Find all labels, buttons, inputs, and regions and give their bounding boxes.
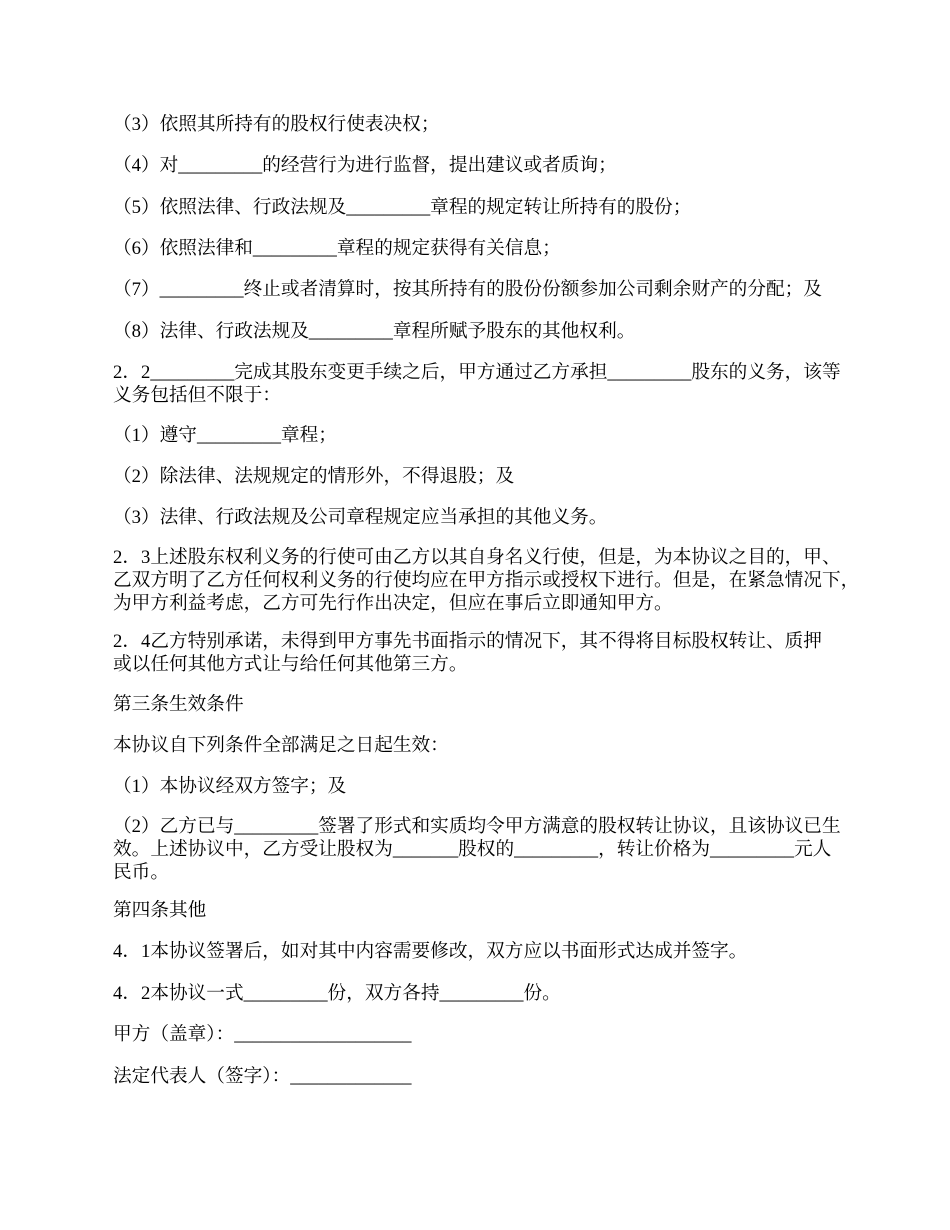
paragraph-line: 或以任何其他方式让与给任何其他第三方。: [113, 654, 468, 675]
clause-2-2: [113, 361, 841, 407]
paragraph-line: （1）遵守_________章程；: [113, 425, 337, 446]
paragraph-line: （8）法律、行政法规及_________章程所赋予股东的其他权利。: [113, 321, 636, 342]
party-a-seal-line: [113, 1023, 412, 1046]
obligation-2: [113, 465, 514, 488]
obligation-3: [113, 506, 607, 529]
legal-representative-signature-line: [113, 1065, 412, 1088]
article-4-heading: [113, 899, 206, 922]
paragraph-line: （7）_________终止或者清算时，按其所持有的股份份额参加公司剩余财产的分配；及: [113, 279, 822, 300]
section-heading: 第四条其他: [113, 900, 207, 921]
paragraph-line: 为甲方利益考虑，乙方可先行作出决定，但应在事后立即通知甲方。: [113, 593, 673, 614]
condition-1: [113, 775, 346, 798]
paragraph-line: 义务包括但不限于：: [113, 385, 281, 406]
paragraph-line: （1）本协议经双方签字；及: [113, 776, 347, 797]
paragraph-line: （3）依照其所持有的股权行使表决权；: [113, 114, 440, 135]
condition-2: [113, 815, 841, 884]
paragraph-line: （5）依照法律、行政法规及_________章程的规定转让所持有的股份；: [113, 197, 692, 218]
signature-line: 法定代表人（签字）：_____________: [113, 1066, 412, 1087]
clause-4-2: [113, 982, 561, 1005]
obligation-1: [113, 424, 337, 447]
paragraph-line: 民币。: [113, 862, 169, 883]
shareholder-right-4: [113, 154, 617, 177]
paragraph-line: 乙双方明了乙方任何权利义务的行使均应在甲方指示或授权下进行。但是，在紧急情况下，: [113, 570, 860, 591]
paragraph-line: （3）法律、行政法规及公司章程规定应当承担的其他义务。: [113, 507, 608, 528]
shareholder-right-6: [113, 237, 561, 260]
paragraph-line: 2．3上述股东权利义务的行使可由乙方以其自身名义行使，但是，为本协议之目的，甲、: [113, 547, 841, 568]
paragraph-line: （6）依照法律和_________章程的规定获得有关信息；: [113, 238, 561, 259]
paragraph-line: （2）除法律、法规规定的情形外，不得退股；及: [113, 466, 515, 487]
shareholder-right-7: [113, 278, 822, 301]
paragraph-line: 本协议自下列条件全部满足之日起生效：: [113, 735, 449, 756]
article-3-intro: [113, 734, 449, 757]
shareholder-right-3: [113, 113, 439, 136]
shareholder-right-8: [113, 320, 635, 343]
paragraph-line: 2．4乙方特别承诺，未得到甲方事先书面指示的情况下，其不得将目标股权转让、质押: [113, 631, 822, 652]
paragraph-line: 2．2_________完成其股东变更手续之后，甲方通过乙方承担_________股东的义务，该等: [113, 362, 841, 383]
paragraph-line: 4．1本协议签署后，如对其中内容需要修改，双方应以书面形式达成并签字。: [113, 941, 748, 962]
clause-4-1: [113, 940, 747, 963]
paragraph-line: 效。上述协议中，乙方受让股权为_______股权的_________，转让价格为_________元人: [113, 839, 832, 860]
paragraph-line: （4）对_________的经营行为进行监督，提出建议或者质询；: [113, 155, 617, 176]
section-heading: 第三条生效条件: [113, 694, 244, 715]
article-3-heading: [113, 693, 244, 716]
paragraph-line: （2）乙方已与_________签署了形式和实质均令甲方满意的股权转让协议，且该协议已生: [113, 816, 841, 837]
clause-2-4: [113, 630, 822, 676]
signature-line: 甲方（盖章）：___________________: [113, 1024, 412, 1045]
clause-2-3: [113, 546, 859, 615]
shareholder-right-5: [113, 196, 691, 219]
paragraph-line: 4．2本协议一式_________份，双方各持_________份。: [113, 983, 561, 1004]
